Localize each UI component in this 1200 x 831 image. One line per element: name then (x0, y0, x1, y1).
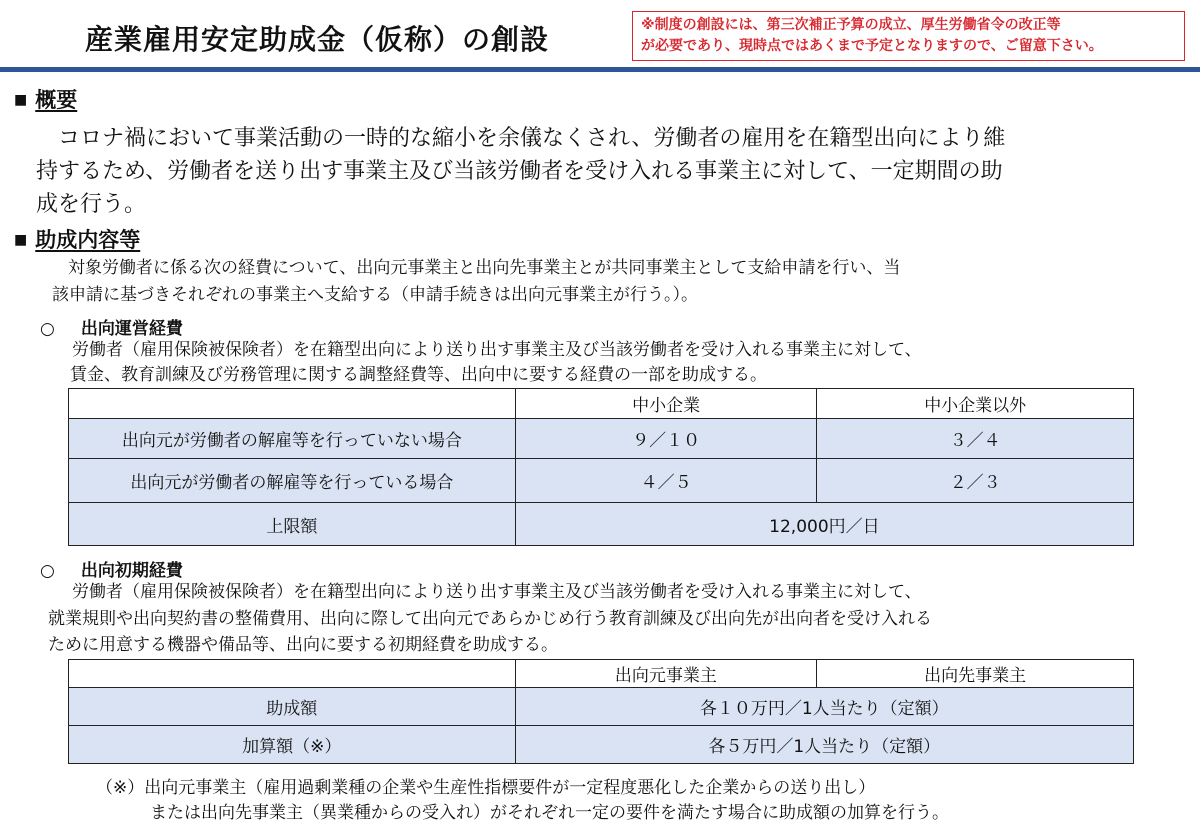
table-cell: 各１０万円／1人当たり（定額） (515, 688, 1133, 726)
table-cell: ９／１０ (515, 419, 817, 459)
table-row (69, 459, 1134, 503)
table-cell: 各５万円／1人当たり（定額） (515, 726, 1133, 764)
table-header-cell (69, 389, 516, 419)
table-cell: 助成額 (69, 688, 516, 726)
footnote-line-2: または出向先事業主（異業種からの受入れ）がそれぞれ一定の要件を満たす場合に助成額の加算を行う。 (150, 803, 949, 823)
overview-heading-label: 概要 (35, 88, 78, 112)
operating-line-1: 労働者（雇用保険被保険者）を在籍型出向により送り出す事業主及び当該労働者を受け入れる事業主に対して、 (72, 340, 922, 360)
limit-value-cell: 12,000円／日 (515, 503, 1133, 546)
table-cell: ２／３ (817, 459, 1134, 503)
table-cell: 出向元が労働者の解雇等を行っている場合 (69, 459, 516, 503)
square-bullet-icon: ■ (14, 232, 28, 248)
table-row (69, 688, 1134, 726)
notice-line-2: が必要であり、現時点ではあくまで予定となりますので、ご留意下さい。 (641, 38, 1103, 54)
table-row-limit (69, 503, 1134, 546)
initial-line-3: ために用意する機器や備品等、出向に要する初期経費を助成する。 (48, 635, 558, 655)
overview-line-2: 持するため、労働者を送り出す事業主及び当該労働者を受け入れる事業主に対して、一定期間の助 (36, 159, 1003, 184)
table-cell: 加算額（※） (69, 726, 516, 764)
header-divider-bar (0, 67, 1200, 72)
notice-line-1: ※制度の創設には、第三次補正予算の成立、厚生労働省令の改正等 (641, 17, 1061, 33)
square-bullet-icon: ■ (14, 92, 28, 108)
table-header-cell: 出向元事業主 (515, 660, 817, 688)
initial-line-2: 就業規則や出向契約書の整備費用、出向に際して出向元であらかじめ行う教育訓練及び出向先が出向者を受け入れる (48, 609, 932, 629)
circle-bullet-icon: ○ (40, 561, 55, 581)
circle-bullet-icon: ○ (40, 319, 55, 339)
table-header-cell: 中小企業 (515, 389, 817, 419)
initial-heading-label: 出向初期経費 (80, 561, 183, 581)
section-heading-overview (14, 84, 77, 114)
table-header-cell (69, 660, 516, 688)
page-title: 産業雇用安定助成金（仮称）の創設 (85, 23, 550, 56)
table-row (69, 726, 1134, 764)
details-line-1: 対象労働者に係る次の経費について、出向元事業主と出向先事業主とが共同事業主として支給申請を行い、当 (68, 258, 901, 278)
table-cell: 出向元が労働者の解雇等を行っていない場合 (69, 419, 516, 459)
subsection-heading-operating (40, 314, 183, 339)
subsection-heading-initial (40, 556, 183, 581)
table-cell: ４／５ (515, 459, 817, 503)
table-row (69, 419, 1134, 459)
notice-box (632, 11, 1185, 61)
table-header-cell: 中小企業以外 (817, 389, 1134, 419)
footnote-line-1: （※）出向元事業主（雇用過剰業種の企業や生産性指標要件が一定程度悪化した企業からの送り出し） (96, 778, 876, 798)
limit-label-cell: 上限額 (69, 503, 516, 546)
details-heading-label: 助成内容等 (35, 228, 141, 252)
overview-line-3: 成を行う。 (36, 192, 147, 217)
operating-line-2: 賃金、教育訓練及び労務管理に関する調整経費等、出向中に要する経費の一部を助成する。 (70, 365, 767, 385)
section-heading-details (14, 224, 140, 254)
table-header-row (69, 660, 1134, 688)
details-line-2: 該申請に基づきそれぞれの事業主へ支給する（申請手続きは出向元事業主が行う。）。 (52, 285, 698, 305)
table-header-row (69, 389, 1134, 419)
initial-expenses-table (68, 659, 1134, 764)
operating-heading-label: 出向運営経費 (80, 319, 183, 339)
operating-expenses-table (68, 388, 1134, 546)
initial-line-1: 労働者（雇用保険被保険者）を在籍型出向により送り出す事業主及び当該労働者を受け入れる事業主に対して、 (72, 582, 922, 602)
table-header-cell: 出向先事業主 (817, 660, 1134, 688)
overview-line-1: コロナ禍において事業活動の一時的な縮小を余儀なくされ、労働者の雇用を在籍型出向により維 (58, 126, 1006, 151)
table-cell: ３／４ (817, 419, 1134, 459)
